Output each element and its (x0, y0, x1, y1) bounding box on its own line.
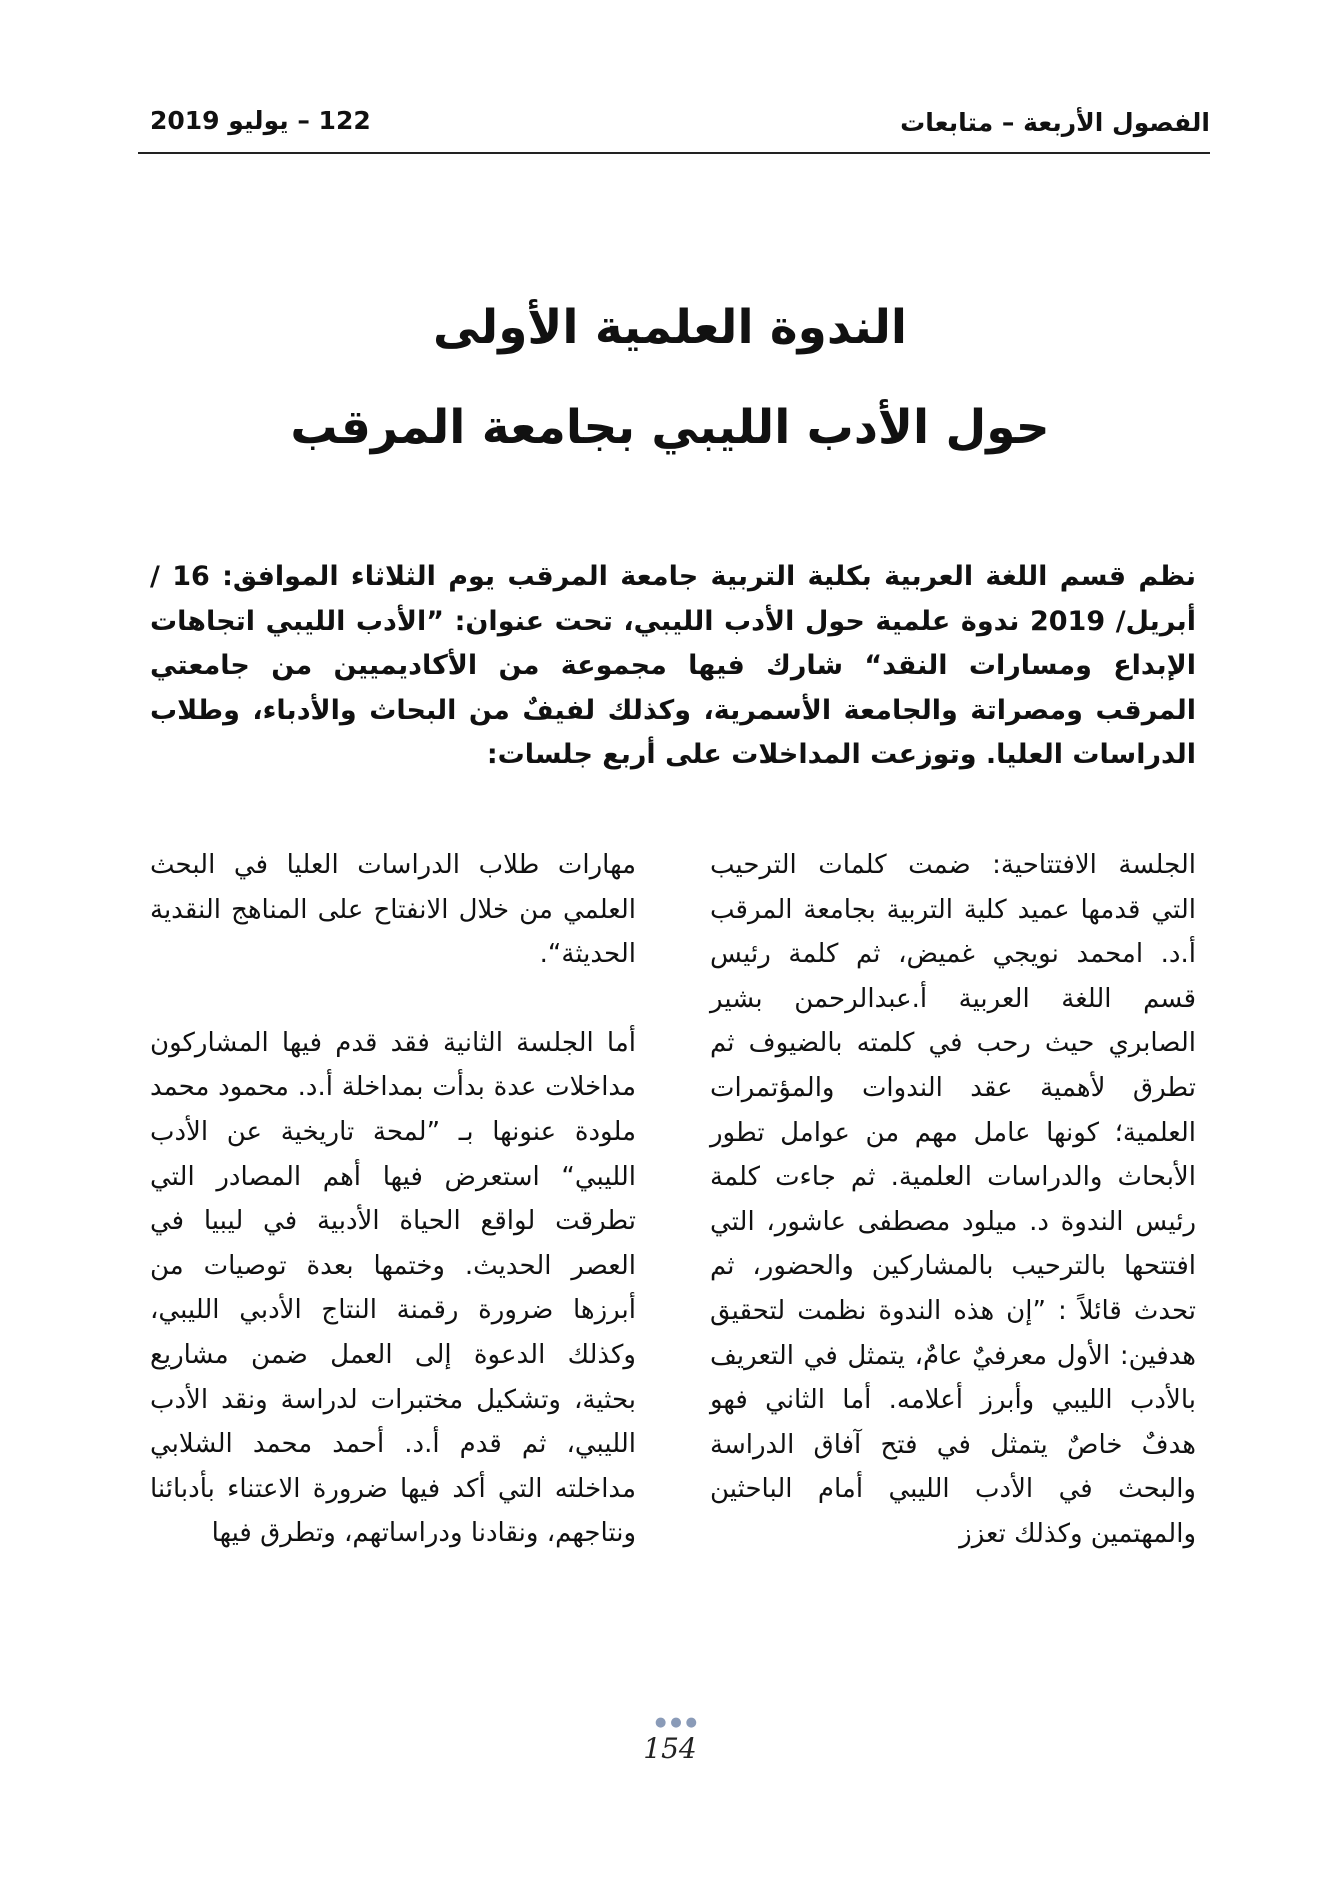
ornament-dots: ●●● (654, 1715, 702, 1730)
running-header (138, 100, 1210, 154)
intro-paragraph: نظم قسم اللغة العربية بكلية التربية جامعة المرقب يوم الثلاثاء الموافق: 16 / أبريل/ 2019 ندوة علمية حول الأدب الليبي، تحت عنوان: ”الأدب الليبي اتجاهات الإبداع ومسارات النقد“ شارك فيها مجموعة من الأكاديميين من جامعتي المرقب ومصراتة والجامعة الأسمرية، وكذلك لفيفٌ من البحاث والأدباء، وطلاب الدراسات العليا. وتوزعت المداخلات على أربع جلسات: (150, 561, 1196, 770)
left-column (150, 843, 636, 1556)
article-title-line-2: حول الأدب الليبي بجامعة المرقب (290, 400, 1050, 455)
opening-session-paragraph: الجلسة الافتتاحية: ضمت كلمات الترحيب التي قدمها عميد كلية التربية بجامعة المرقب أ.د. امحمد نويجي غميض، ثم كلمة رئيس قسم اللغة العربية أ.عبدالرحمن بشير الصابري حيث رحب في كلمته بالضيوف ثم تطرق لأهمية عقد الندوات والمؤتمرات العلمية؛ كونها عامل مهم من عوامل تطور الأبحاث والدراسات العلمية. ثم جاءت كلمة رئيس الندوة د. ميلود مصطفى عاشور، التي افتتحها بالترحيب بالمشاركين والحضور، ثم تحدث قائلاً : ”إن هذه الندوة نظمت لتحقيق هدفين: الأول معرفيٌ عامٌ، يتمثل في التعريف بالأدب الليبي وأبرز أعلامه. أما الثاني فهو هدفٌ خاصٌ يتمثل في فتح آفاق الدراسة والبحث في الأدب الليبي أمام الباحثين والمهتمين وكذلك تعزز (710, 850, 1196, 1549)
article-title-line-1: الندوة العلمية الأولى (433, 300, 907, 355)
second-session-paragraph: أما الجلسة الثانية فقد قدم فيها المشاركون مداخلات عدة بدأت بمداخلة أ.د. محمود محمد ملودة عنونها بـ ”لمحة تاريخية عن الأدب الليبي“ استعرض فيها أهم المصادر التي تطرقت لواقع الحياة الأدبية في ليبيا في العصر الحديث. وختمها بعدة توصيات من أبرزها ضرورة رقمنة النتاج الأدبي الليبي، وكذلك الدعوة إلى العمل ضمن مشاريع بحثية، وتشكيل مختبرات لدراسة ونقد الأدب الليبي، ثم قدم أ.د. أحمد محمد الشلابي مداخلته التي أكد فيها ضرورة الاعتناء بأدبائنا ونتاجهم، ونقادنا ودراساتهم، وتطرق فيها (150, 1027, 636, 1549)
paragraph-gap (150, 977, 636, 1021)
left-column-paragraph-1: مهارات طلاب الدراسات العليا في البحث العلمي من خلال الانفتاح على المناهج النقدية الحديثة“. (150, 850, 636, 970)
right-column (710, 843, 1196, 1557)
journal-section-title: الفصول الأربعة – متابعات (900, 108, 1210, 137)
page-number: 154 (643, 1732, 697, 1765)
issue-info: 122 – يوليو 2019 (150, 106, 371, 135)
